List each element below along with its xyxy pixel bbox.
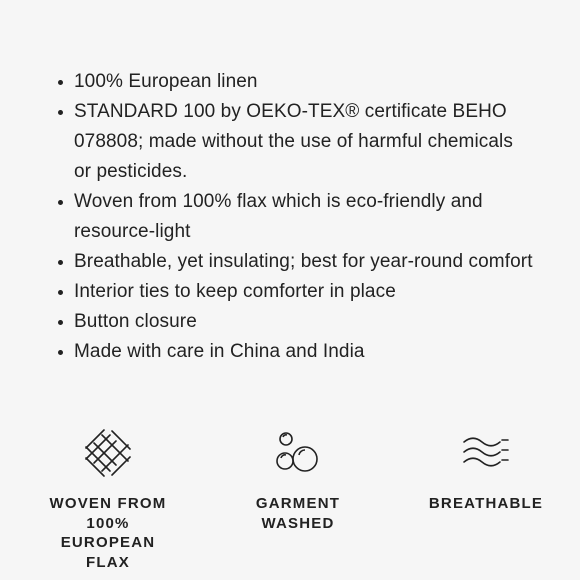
feature-item: Woven from 100% flax which is eco-friendly and resource-light [54,187,534,247]
badge-breathable [406,428,566,514]
badge-label: BREATHABLE [428,495,544,512]
feature-list [54,67,534,367]
feature-item: Breathable, yet insulating; best for year-round comfort [54,247,534,277]
feature-item: Made with care in China and India [54,337,534,367]
badge-garment-washed [218,428,378,533]
feature-item: STANDARD 100 by OEKO-TEX® certificate BEHO 078808; made without the use of harmful chemicals or pesticides. [54,97,534,187]
feature-badges [0,428,580,580]
air-waves-icon [458,428,514,478]
feature-item: Button closure [54,307,534,337]
woven-lattice-icon [80,428,136,478]
feature-item: Interior ties to keep comforter in place [54,277,534,307]
badge-label: WOVEN FROM 100% EUROPEAN FLAX [49,495,167,571]
badge-label: GARMENT WASHED [255,495,341,532]
bubbles-icon [270,428,326,478]
badge-woven-flax [28,428,188,572]
feature-item: 100% European linen [54,67,534,97]
